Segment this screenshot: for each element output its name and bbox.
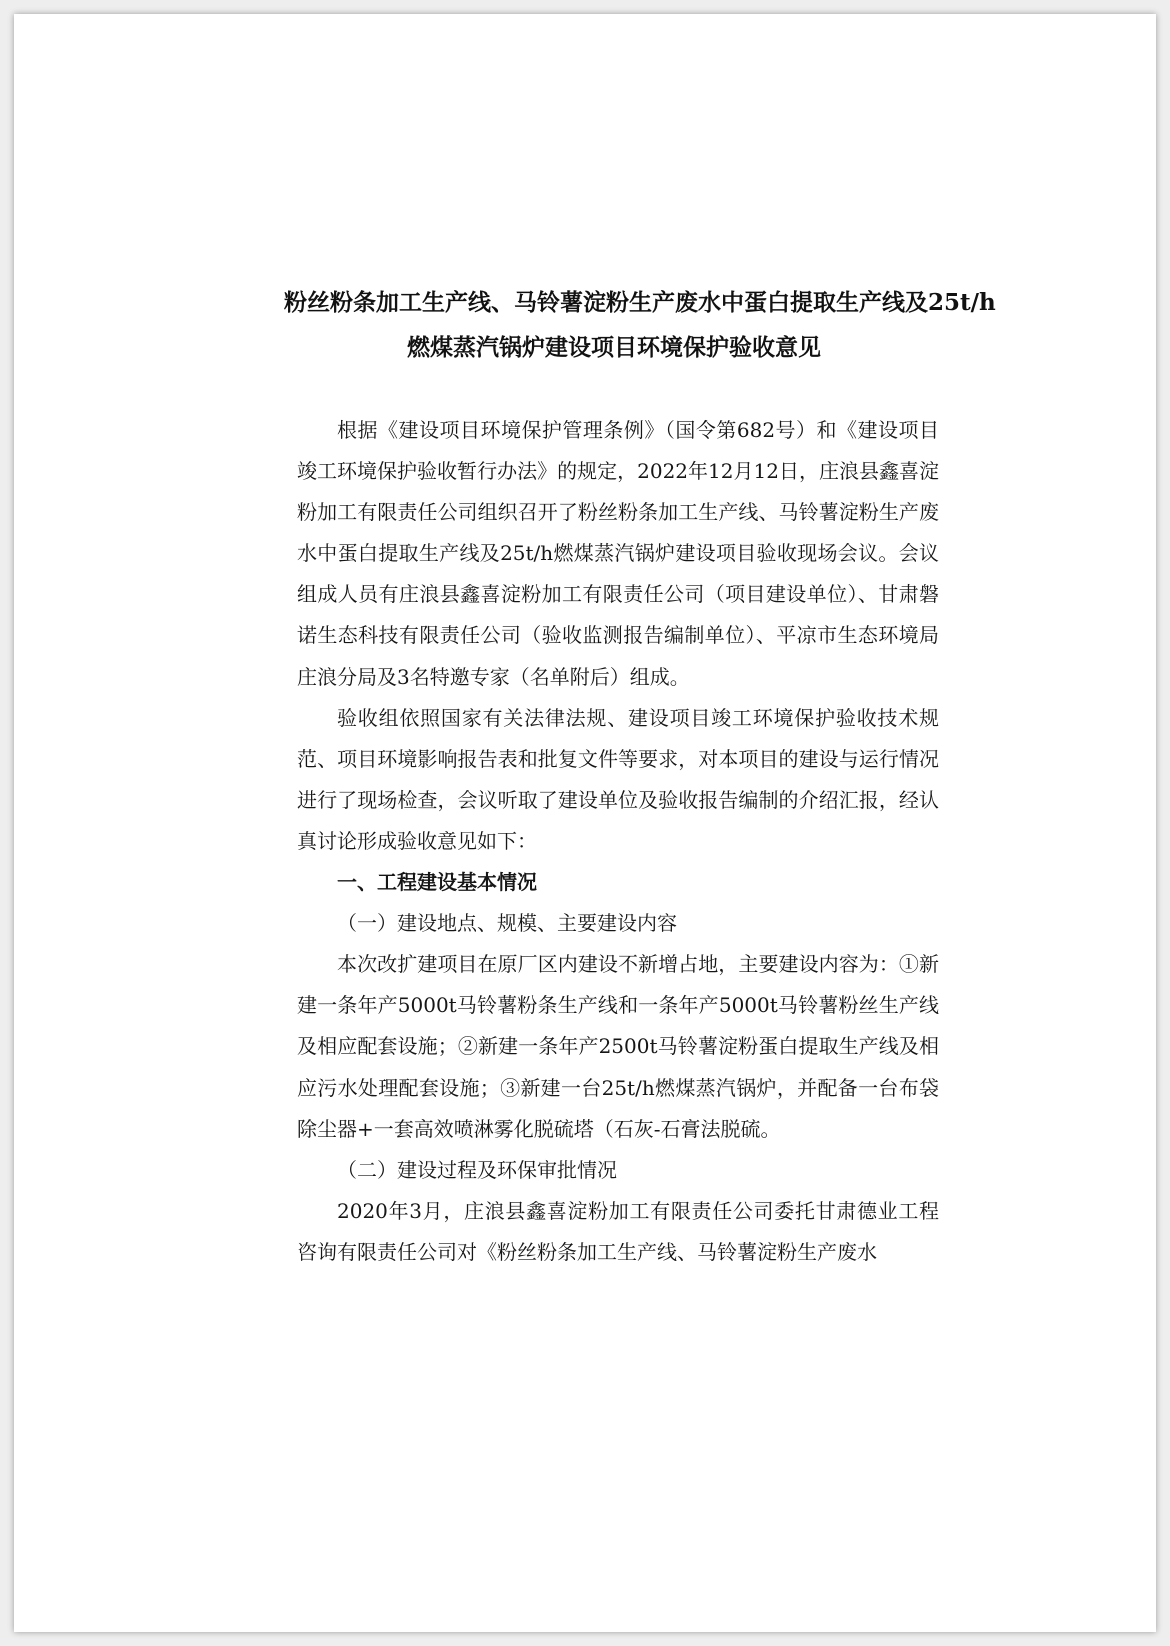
document-page — [14, 14, 1156, 1632]
paragraph-approval-process: 2020年3月，庄浪县鑫喜淀粉加工有限责任公司委托甘肃德业工程咨询有限责任公司对《粉丝粉条加工生产线、马铃薯淀粉生产废水 — [297, 1198, 939, 1264]
paragraph-construction-content: 本次改扩建项目在原厂区内建设不新增占地，主要建设内容为：①新建一条年产5000t马铃薯粉条生产线和一条年产5000t马铃薯粉丝生产线及相应配套设施；②新建一条年产2500t马铃薯淀粉蛋白提取生产线及相应污水处理配套设施；③新建一台25t/h燃煤蒸汽锅炉，并配备一台布袋除尘器+一套高效喷淋雾化脱硫塔（石灰-石膏法脱硫。 — [297, 952, 939, 1141]
document-body — [297, 410, 939, 1273]
document-title-line-1: 粉丝粉条加工生产线、马铃薯淀粉生产废水中蛋白提取生产线及25t/h — [284, 289, 996, 316]
document-title-line-2: 燃煤蒸汽锅炉建设项目环境保护验收意见 — [407, 334, 821, 361]
paragraph-inspection: 验收组依照国家有关法律法规、建设项目竣工环境保护验收技术规范、项目环境影响报告表和批复文件等要求，对本项目的建设与运行情况进行了现场检查，会议听取了建设单位及验收报告编制的介绍汇报，经认真讨论形成验收意见如下： — [297, 705, 939, 853]
subsection-heading-1: （一）建设地点、规模、主要建设内容 — [337, 911, 677, 936]
subsection-heading-2: （二）建设过程及环保审批情况 — [337, 1157, 617, 1182]
paragraph-intro: 根据《建设项目环境保护管理条例》（国令第682号）和《建设项目竣工环境保护验收暂行办法》的规定，2022年12月12日，庄浪县鑫喜淀粉加工有限责任公司组织召开了粉丝粉条加工生产线、马铃薯淀粉生产废水中蛋白提取生产线及25t/h燃煤蒸汽锅炉建设项目验收现场会议。会议组成人员有庄浪县鑫喜淀粉加工有限责任公司（项目建设单位）、甘肃磐诺生态科技有限责任公司（验收监测报告编制单位）、平凉市生态环境局庄浪分局及3名特邀专家（名单附后）组成。 — [297, 418, 939, 689]
section-heading-1: 一、工程建设基本情况 — [337, 870, 537, 895]
